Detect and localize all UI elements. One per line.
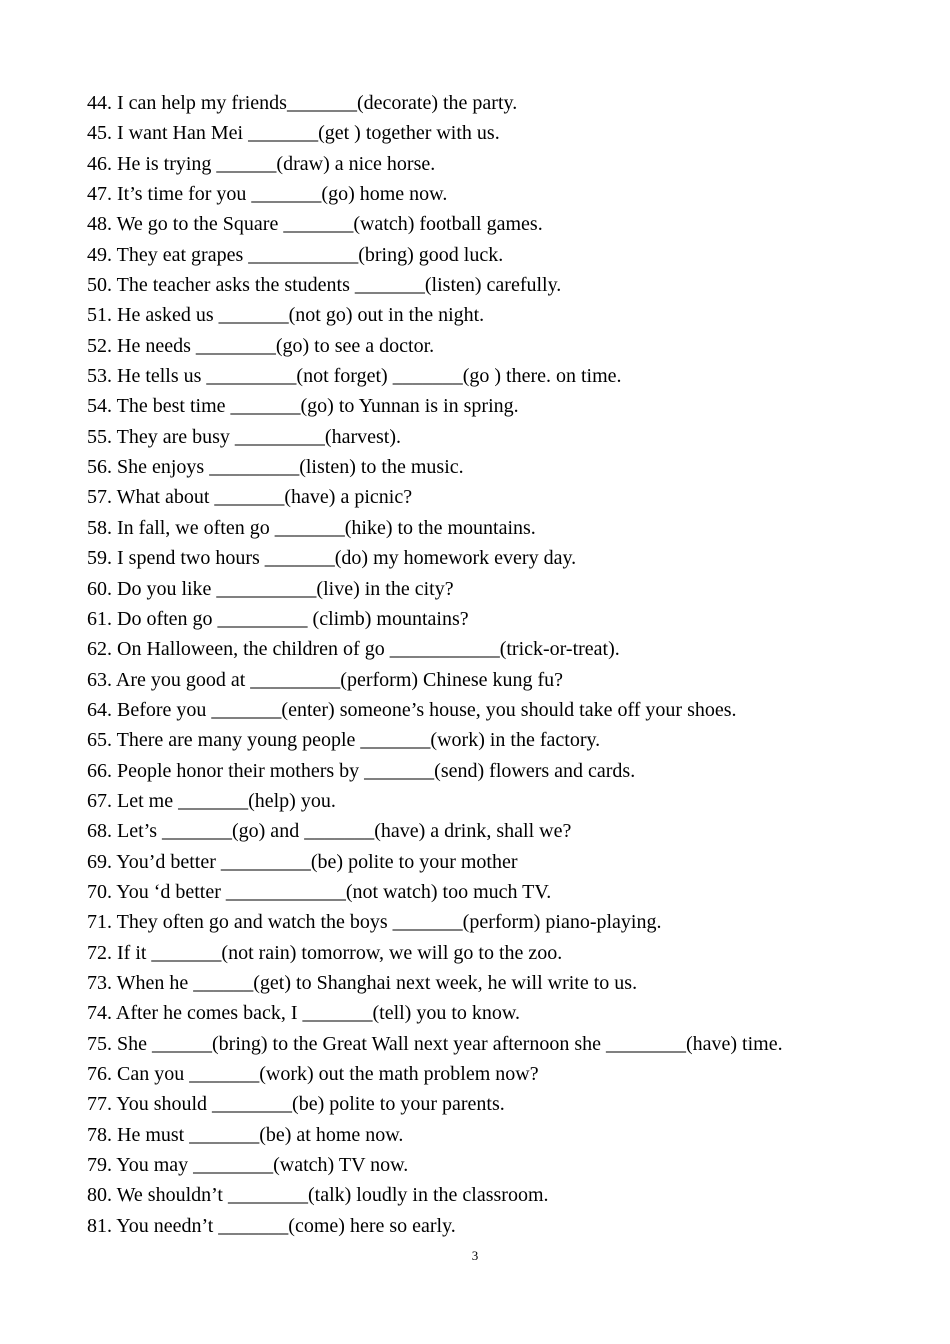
exercise-item: 72. If it _______(not rain) tomorrow, we will go to the zoo.: [87, 941, 563, 964]
exercise-item: 53. He tells us _________(not forget) _______(go ) there. on time.: [87, 365, 622, 388]
exercise-item: 62. On Halloween, the children of go ___________(trick-or-treat).: [87, 638, 620, 661]
exercise-item: 78. He must _______(be) at home now.: [87, 1123, 404, 1146]
exercise-item: 73. When he ______(get) to Shanghai next week, he will write to us.: [87, 971, 638, 994]
exercise-item: 69. You’d better _________(be) polite to your mother: [87, 850, 518, 873]
exercise-item: 46. He is trying ______(draw) a nice horse.: [87, 152, 436, 175]
exercise-item: 64. Before you _______(enter) someone’s house, you should take off your shoes.: [87, 698, 737, 721]
exercise-item: 66. People honor their mothers by _______(send) flowers and cards.: [87, 759, 636, 782]
exercise-item: 67. Let me _______(help) you.: [87, 789, 336, 812]
exercise-item: 50. The teacher asks the students _______(listen) carefully.: [87, 274, 562, 297]
exercise-item: 52. He needs ________(go) to see a doctor.: [87, 334, 435, 357]
exercise-item: 54. The best time _______(go) to Yunnan is in spring.: [87, 395, 519, 418]
exercise-item: 56. She enjoys _________(listen) to the music.: [87, 456, 464, 479]
exercise-list: [87, 88, 927, 1241]
exercise-item: 75. She ______(bring) to the Great Wall next year afternoon she ________(have) time.: [87, 1032, 783, 1055]
exercise-item: 71. They often go and watch the boys _______(perform) piano-playing.: [87, 911, 662, 934]
exercise-item: 68. Let’s _______(go) and _______(have) a drink, shall we?: [87, 820, 572, 843]
exercise-item: 57. What about _______(have) a picnic?: [87, 486, 413, 509]
exercise-item: 74. After he comes back, I _______(tell) you to know.: [87, 1002, 521, 1025]
exercise-item: 70. You ‘d better ____________(not watch) too much TV.: [87, 880, 552, 903]
exercise-item: 49. They eat grapes ___________(bring) good luck.: [87, 243, 504, 266]
exercise-item: 58. In fall, we often go _______(hike) to the mountains.: [87, 516, 536, 539]
exercise-item: 55. They are busy _________(harvest).: [87, 425, 402, 448]
exercise-item: 61. Do often go _________ (climb) mountains?: [87, 607, 469, 630]
exercise-item: 79. You may ________(watch) TV now.: [87, 1154, 409, 1177]
exercise-item: 45. I want Han Mei _______(get ) together with us.: [87, 122, 500, 145]
exercise-item: 51. He asked us _______(not go) out in the night.: [87, 304, 485, 327]
exercise-item: 48. We go to the Square _______(watch) football games.: [87, 213, 543, 236]
page-number: 3: [471, 1248, 479, 1263]
exercise-item: 63. Are you good at _________(perform) Chinese kung fu?: [87, 668, 564, 691]
exercise-item: 65. There are many young people _______(work) in the factory.: [87, 729, 601, 752]
exercise-item: 44. I can help my friends_______(decorate) the party.: [87, 92, 518, 114]
exercise-item: 77. You should ________(be) polite to your parents.: [87, 1093, 505, 1116]
exercise-item: 76. Can you _______(work) out the math problem now?: [87, 1063, 539, 1085]
exercise-item: 80. We shouldn’t ________(talk) loudly in the classroom.: [87, 1184, 549, 1207]
exercise-item: 60. Do you like __________(live) in the city?: [87, 577, 454, 600]
exercise-item: 47. It’s time for you _______(go) home now.: [87, 183, 448, 206]
exercise-item: 59. I spend two hours _______(do) my homework every day.: [87, 547, 577, 570]
exercise-item: 81. You needn’t _______(come) here so early.: [87, 1214, 456, 1237]
